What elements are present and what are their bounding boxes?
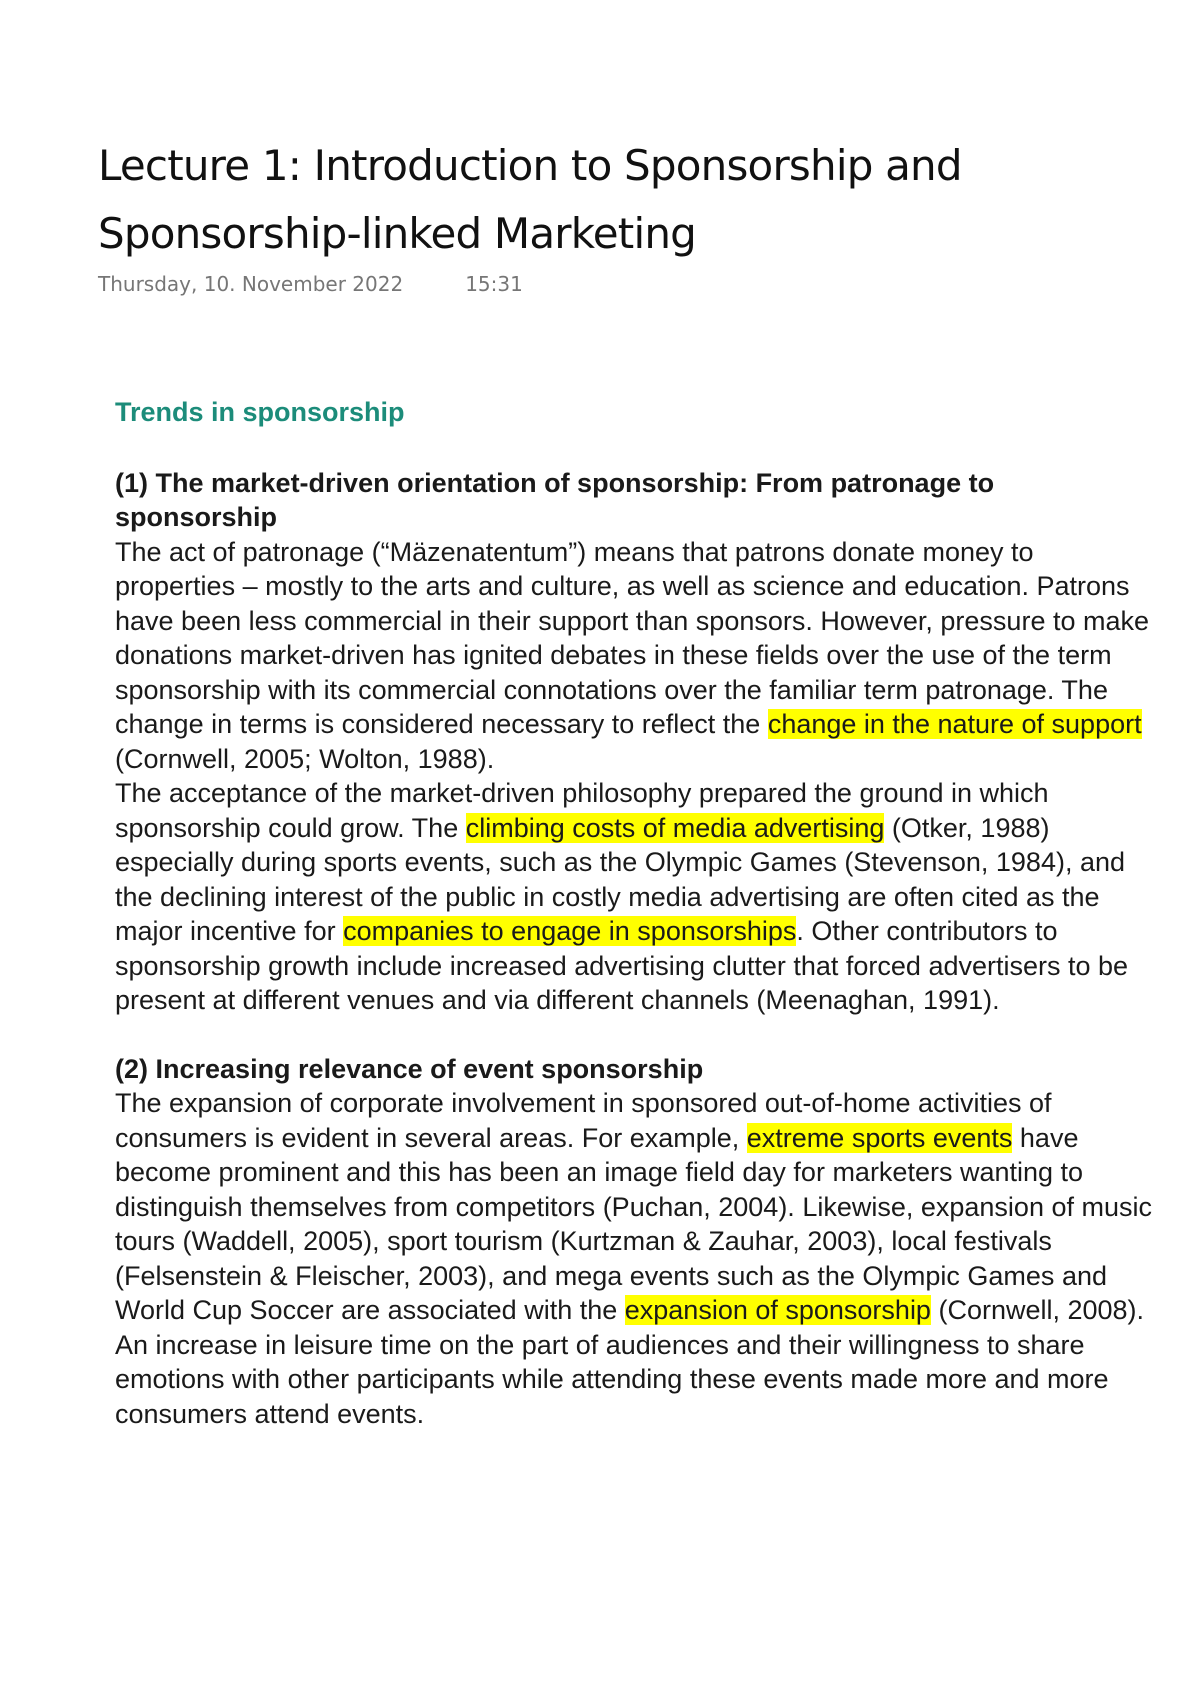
highlighted-text: expansion of sponsorship: [624, 1295, 931, 1325]
page-time: 15:31: [465, 272, 523, 296]
subsection-heading: (2) Increasing relevance of event sponsorship: [115, 1053, 704, 1084]
subsection-heading: (1) The market-driven orientation of sponsorship: From patronage to sponsorship: [115, 467, 995, 532]
text-run: The expansion of corporate involvement in sponsored out-of-home activities of consumers is evident in several areas. For example,: [115, 1088, 1052, 1153]
highlighted-text: change in the nature of support: [767, 709, 1142, 739]
section-heading: Trends in sponsorship: [115, 397, 405, 427]
text-run: have become prominent and this has been an image field day for marketers wanting to distinguish themselves from competitors (Puchan, 2004). Likewise, expansion of music tours (Waddell, 2005), sport tourism (Kurtzman & Zauhar, 2003), local festivals (Felsenstein & Fleischer, 2003), and mega events such as the Olympic Games and World Cup Soccer are associated with the: [115, 1122, 1152, 1325]
paragraph: [115, 776, 1155, 1018]
text-run: (Cornwell, 2005; Wolton, 1988).: [115, 743, 495, 774]
text-run: . Other contributors to sponsorship growth include increased advertising clutter that forced advertisers to be present at different venues and via different channels (Meenaghan, 1991).: [115, 916, 1129, 1015]
subsection-1: [115, 466, 1155, 1018]
page-metadata: [98, 272, 523, 296]
text-run: (Cornwell, 2008). An increase in leisure time on the part of audiences and their willingness to share emotions with other participants while attending these events made more and more consumers attend events.: [115, 1295, 1145, 1429]
paragraph: [115, 535, 1155, 777]
note-content: [115, 395, 1155, 1431]
page-date: Thursday, 10. November 2022: [98, 272, 404, 296]
highlighted-text: companies to engage in sponsorships: [343, 916, 797, 946]
text-run: (Otker, 1988) especially during sports events, such as the Olympic Games (Stevenson, 1984), and the declining interest of the public in costly media advertising are often cited as the major incentive for: [115, 812, 1126, 946]
page-title: Lecture 1: Introduction to Sponsorship and Sponsorship-linked Marketing: [98, 141, 962, 258]
text-run: The act of patronage (“Mäzenatentum”) means that patrons donate money to properties – mostly to the arts and culture, as well as science and education. Patrons have been less commercial in their support than sponsors. However, pressure to make donations market-driven has ignited debates in these fields over the use of the term sponsorship with its commercial connotations over the familiar term patronage. The change in terms is considered necessary to reflect the: [115, 536, 1150, 739]
highlighted-text: climbing costs of media advertising: [465, 812, 885, 843]
paragraph: [115, 1086, 1155, 1431]
paragraph-spacer: [115, 1018, 1155, 1052]
highlighted-text: extreme sports events: [746, 1122, 1013, 1153]
text-run: The acceptance of the market-driven philosophy prepared the ground in which sponsorship could grow. The: [115, 778, 1049, 843]
subsection-2: [115, 1052, 1155, 1432]
